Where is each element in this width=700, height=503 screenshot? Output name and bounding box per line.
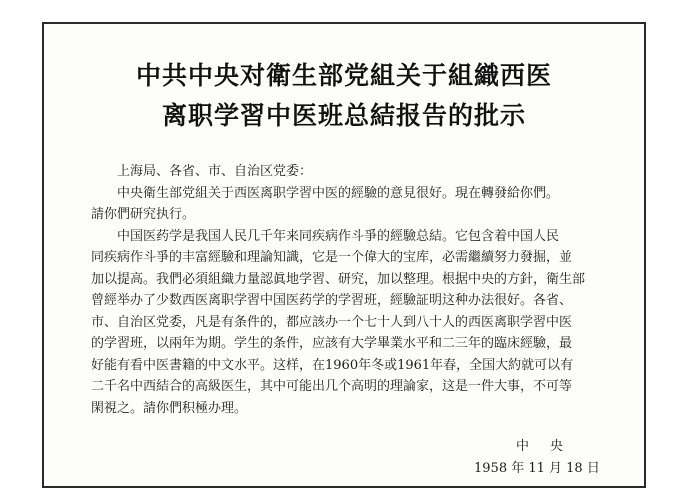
body-line: 同疾病作斗爭的丰富經驗和理論知識，它是一个偉大的宝库，必需繼續努力發掘，並 — [91, 250, 573, 265]
body-line: 加以提高。我們必須組織力量認眞地学習、研究，加以整理。根据中央的方針，衛生部 — [91, 271, 586, 287]
body-line: 好能有看中医書籍的中文水平。这样，在1960年冬或1961年春，全国大約就可以有 — [91, 357, 574, 373]
body-line: 中央衛生部党組关于西医离职学習中医的經驗的意見很好。現在轉發給你們。 — [117, 185, 560, 201]
body-line: 曾經举办了少数西医离职学習中国医药学的学習班，經驗証明这种办法很好。各省、 — [91, 293, 573, 308]
body-line: 請你們研究执行。 — [91, 207, 196, 222]
body-line: 市、自治区党委，凡是有条件的，都应該办一个七十人到八十人的西医离职学習中医 — [91, 314, 573, 330]
document-title-line-1: 中共中央对衛生部党組关于組織西医 — [135, 61, 552, 90]
body-line: 的学習班，以兩年为期。学生的条件，应該有大学畢業水平和二三年的臨床經驗，最 — [91, 336, 573, 351]
body-line: 中国医药学是我国人民几千年来同疾病作斗爭的經驗总結。它包含着中国人民 — [117, 228, 560, 244]
signature: 中 央 — [516, 439, 568, 454]
document-date: 1958 年 11 月 18 日 — [474, 461, 600, 476]
document-title-line-2: 离职学習中医班总結报告的批示 — [161, 101, 526, 130]
addressee: 上海局、各省、市、自治区党委： — [117, 164, 313, 179]
document-body — [91, 161, 631, 419]
document-frame — [42, 22, 646, 488]
body-line: 二千名中西結合的高級医生，其中可能出几个高明的理論家，这是一件大事，不可等 — [91, 379, 573, 394]
body-line: 閑視之。請你們积極办理。 — [91, 400, 248, 416]
